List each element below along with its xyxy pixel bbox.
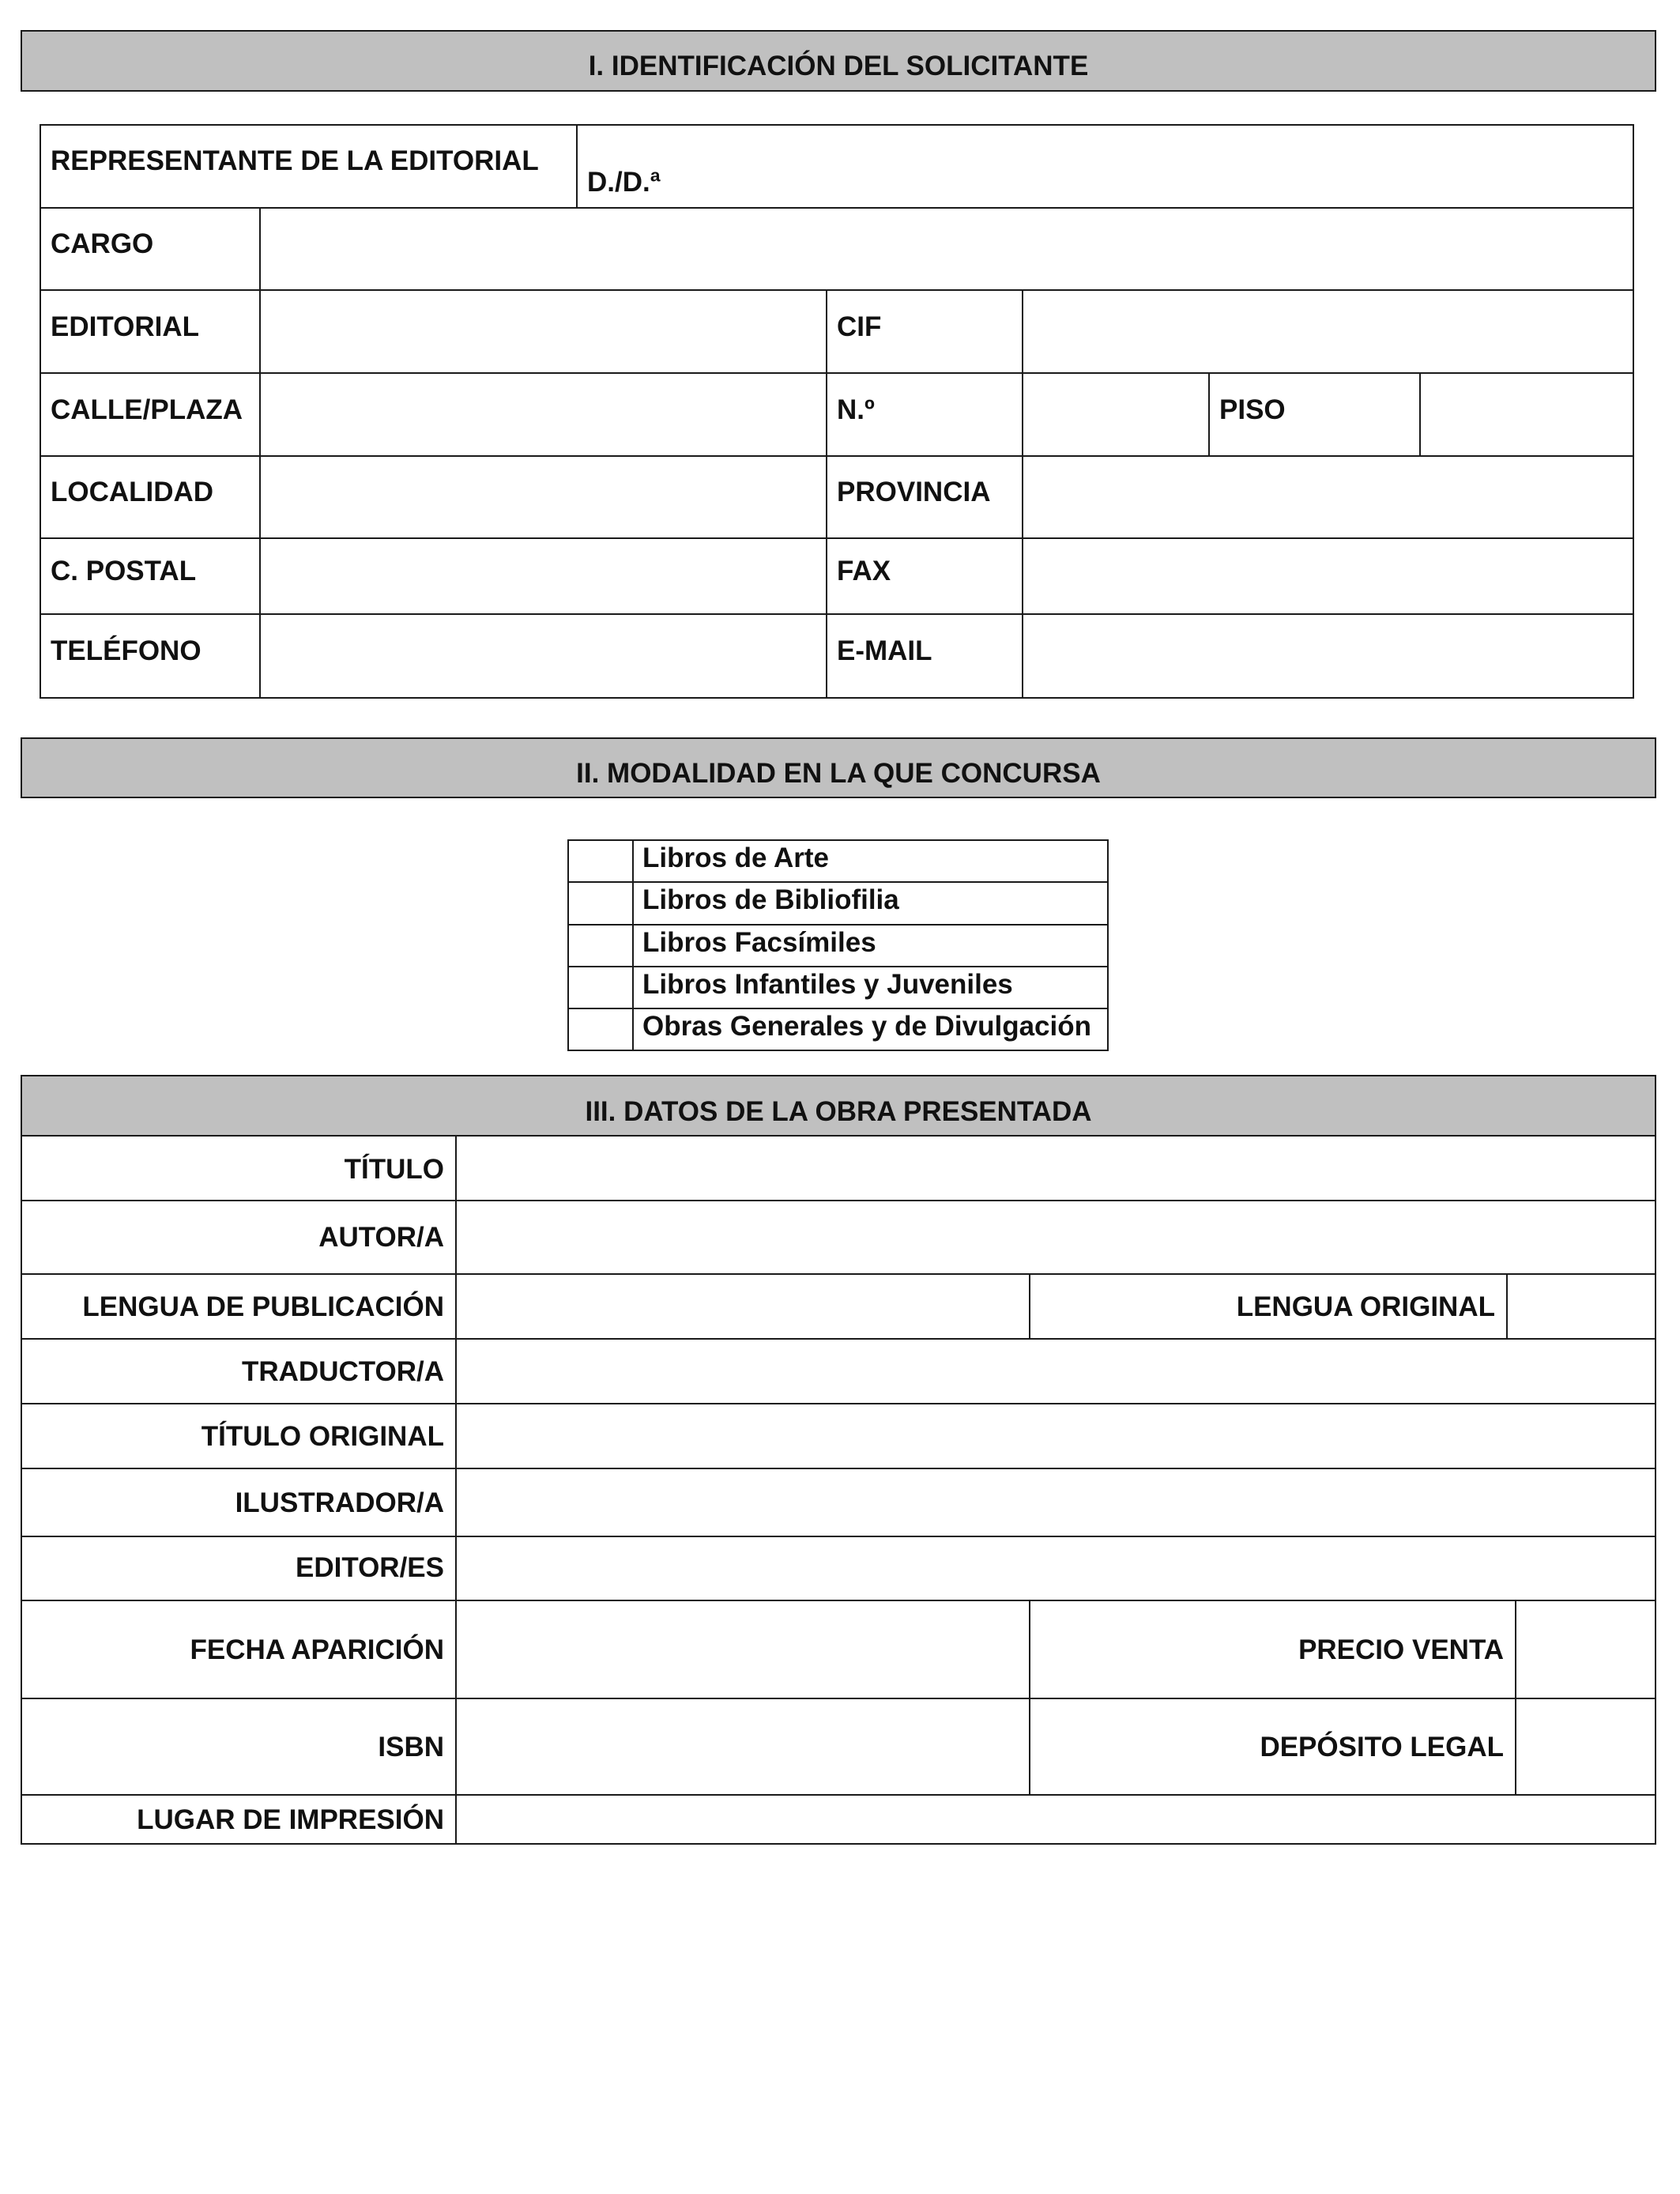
label-titulo: TÍTULO — [344, 1154, 444, 1185]
localidad-field[interactable] — [261, 457, 826, 537]
label-ilustrador: ILUSTRADOR/A — [235, 1487, 444, 1518]
cargo-field[interactable] — [261, 209, 1633, 289]
ilustrador-field[interactable] — [457, 1469, 1655, 1536]
label-provincia: PROVINCIA — [837, 477, 991, 507]
checkbox-libros-infantiles[interactable] — [569, 967, 632, 1008]
label-calle: CALLE/PLAZA — [51, 394, 243, 425]
option-libros-arte: Libros de Arte — [642, 843, 829, 873]
option-libros-infantiles: Libros Infantiles y Juveniles — [642, 969, 1013, 1000]
label-deposito-legal: DEPÓSITO LEGAL — [1260, 1732, 1504, 1762]
titulo-original-field[interactable] — [457, 1404, 1655, 1468]
editorial-field[interactable] — [261, 291, 826, 372]
label-piso: PISO — [1219, 394, 1286, 425]
cif-field[interactable] — [1023, 291, 1633, 372]
option-libros-bibliofilia: Libros de Bibliofilia — [642, 884, 899, 915]
isbn-field[interactable] — [457, 1699, 1029, 1794]
label-lengua-publicacion: LENGUA DE PUBLICACIÓN — [82, 1291, 444, 1322]
lugar-impresion-field[interactable] — [457, 1796, 1655, 1843]
piso-field[interactable] — [1421, 374, 1633, 455]
titulo-field[interactable] — [457, 1137, 1655, 1200]
deposito-legal-field[interactable] — [1516, 1699, 1655, 1794]
label-representante: REPRESENTANTE DE LA EDITORIAL — [51, 145, 539, 176]
precio-venta-field[interactable] — [1516, 1601, 1655, 1698]
editores-field[interactable] — [457, 1537, 1655, 1600]
label-fecha-aparicion: FECHA APARICIÓN — [190, 1634, 444, 1665]
numero-field[interactable] — [1023, 374, 1208, 455]
label-dd: D./D.ª — [587, 167, 661, 198]
cpostal-field[interactable] — [261, 539, 826, 613]
provincia-field[interactable] — [1023, 457, 1633, 537]
lengua-publicacion-field[interactable] — [457, 1275, 1029, 1338]
checkbox-obras-generales[interactable] — [569, 1009, 632, 1050]
label-localidad: LOCALIDAD — [51, 477, 214, 507]
lengua-original-field[interactable] — [1508, 1275, 1655, 1338]
fax-field[interactable] — [1023, 539, 1633, 613]
fecha-aparicion-field[interactable] — [457, 1601, 1029, 1698]
label-cpostal: C. POSTAL — [51, 556, 197, 586]
telefono-field[interactable] — [261, 615, 826, 697]
label-isbn: ISBN — [378, 1732, 444, 1762]
autor-field[interactable] — [457, 1201, 1655, 1273]
label-email: E-MAIL — [837, 635, 932, 666]
checkbox-libros-facsimiles[interactable] — [569, 925, 632, 966]
label-telefono: TELÉFONO — [51, 635, 202, 666]
checkbox-libros-bibliofilia[interactable] — [569, 883, 632, 924]
section-2-header: II. MODALIDAD EN LA QUE CONCURSA — [21, 737, 1656, 798]
label-editores: EDITOR/ES — [295, 1552, 444, 1583]
option-obras-generales: Obras Generales y de Divulgación — [642, 1011, 1091, 1042]
section-1-header: I. IDENTIFICACIÓN DEL SOLICITANTE — [21, 30, 1656, 92]
representante-name-field[interactable] — [660, 126, 1633, 207]
checkbox-libros-arte[interactable] — [569, 841, 632, 881]
label-precio-venta: PRECIO VENTA — [1298, 1634, 1504, 1665]
email-field[interactable] — [1023, 615, 1633, 697]
traductor-field[interactable] — [457, 1340, 1655, 1403]
label-cif: CIF — [837, 311, 882, 342]
calle-field[interactable] — [261, 374, 826, 455]
option-libros-facsimiles: Libros Facsímiles — [642, 927, 876, 958]
label-autor: AUTOR/A — [318, 1222, 444, 1253]
label-lugar-impresion: LUGAR DE IMPRESIÓN — [137, 1804, 444, 1835]
label-editorial: EDITORIAL — [51, 311, 199, 342]
section-3-header: III. DATOS DE LA OBRA PRESENTADA — [21, 1075, 1656, 1137]
label-fax: FAX — [837, 556, 891, 586]
label-lengua-original: LENGUA ORIGINAL — [1236, 1291, 1495, 1322]
label-numero: N.º — [837, 394, 875, 425]
label-cargo: CARGO — [51, 228, 154, 259]
label-titulo-original: TÍTULO ORIGINAL — [201, 1421, 444, 1452]
label-traductor: TRADUCTOR/A — [241, 1356, 444, 1387]
